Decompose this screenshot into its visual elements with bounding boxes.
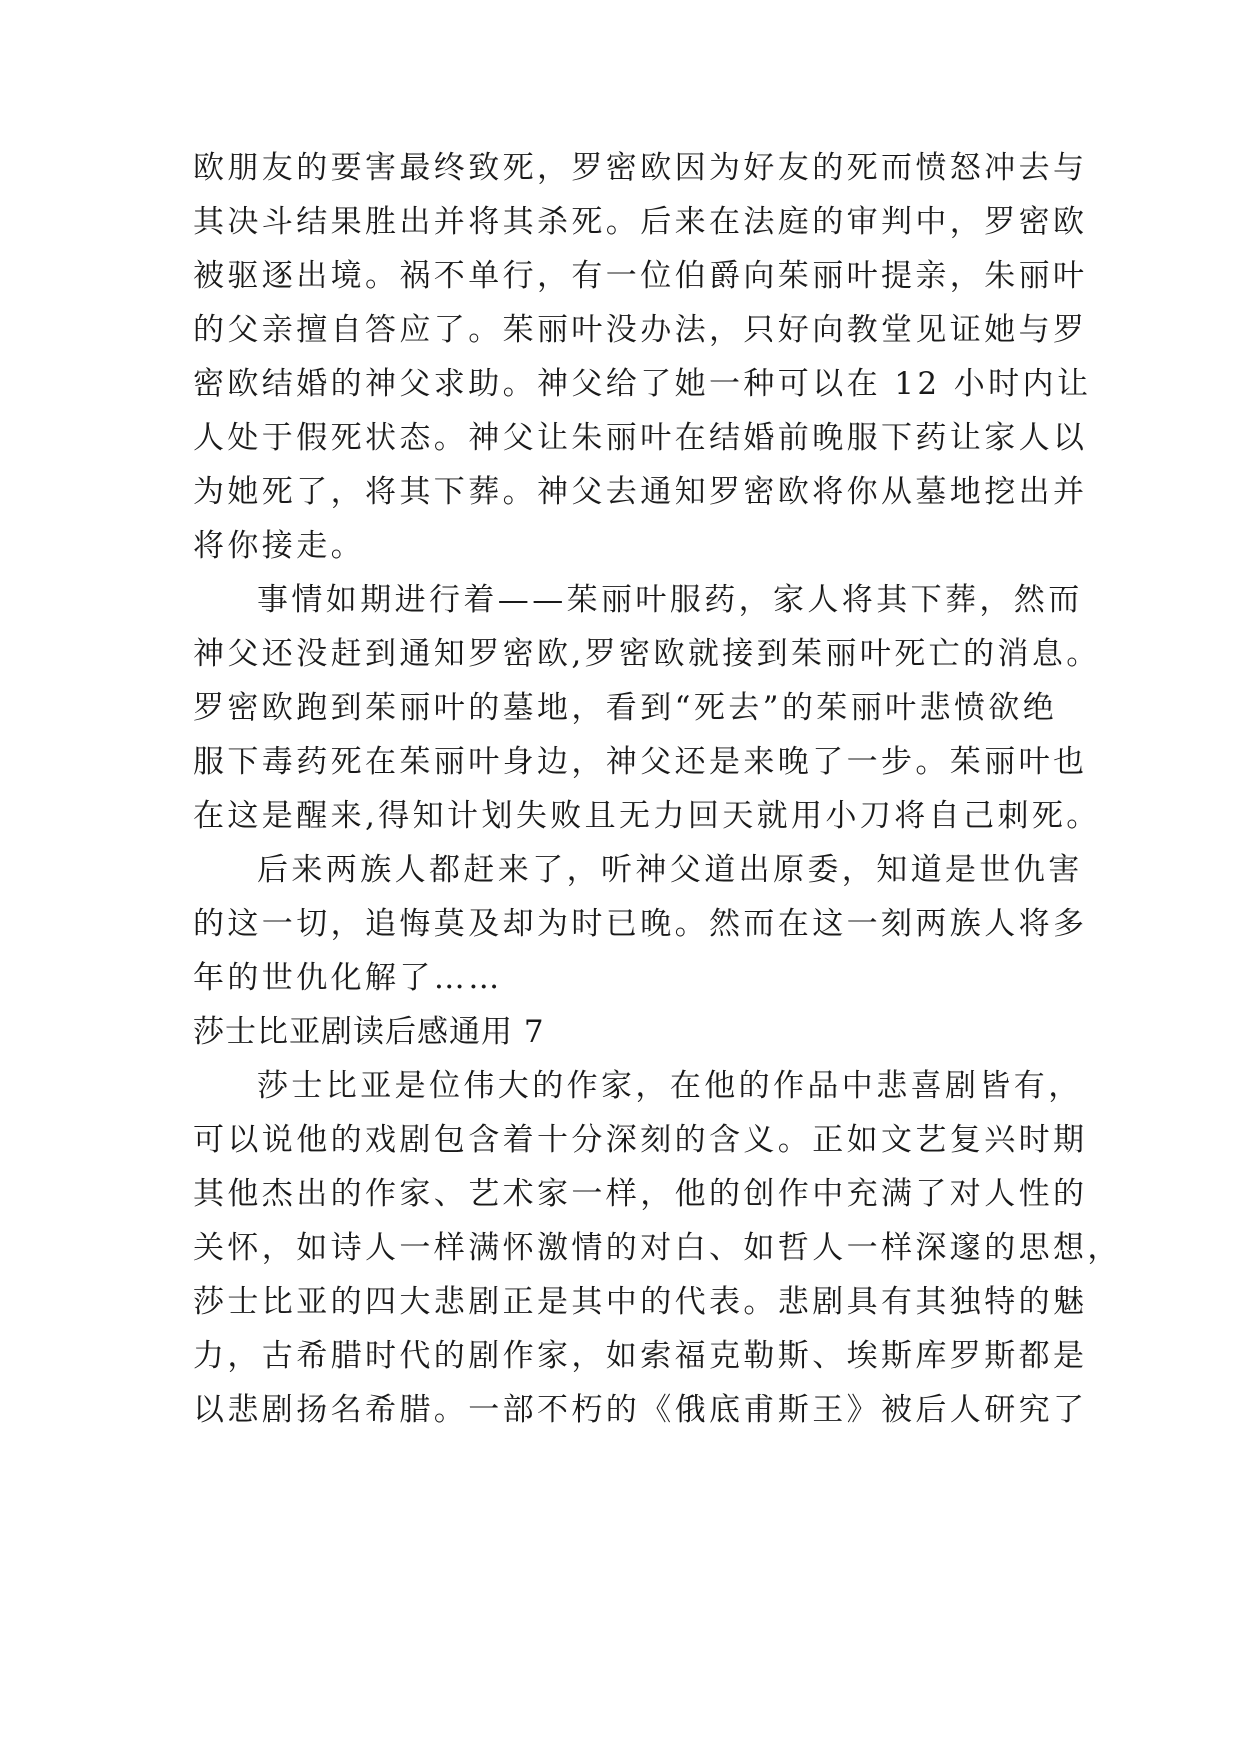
- paragraph-3-line-1: 后来两族人都赶来了，听神父道出原委，知道是世仇害: [257, 852, 1083, 888]
- paragraph-2-line-1: 事情如期进行着——茱丽叶服药，家人将其下葬，然而: [257, 582, 1083, 618]
- paragraph-3-line-2: 的这一切，追悔莫及却为时已晚。然而在这一刻两族人将多: [193, 906, 1088, 942]
- paragraph-1-line-4: 的父亲擅自答应了。茱丽叶没办法，只好向教堂见证她与罗: [193, 312, 1088, 348]
- section-heading: 莎士比亚剧读后感通用 7: [193, 1014, 545, 1050]
- paragraph-2-line-3: 罗密欧跑到茱丽叶的墓地，看到“死去”的茱丽叶悲愤欲绝: [193, 690, 1058, 726]
- paragraph-2-line-5: 在这是醒来,得知计划失败且无力回天就用小刀将自己刺死。: [193, 798, 1101, 834]
- paragraph-4-line-4: 关怀，如诗人一样满怀激情的对白、如哲人一样深邃的思想，: [193, 1230, 1122, 1266]
- paragraph-4-line-3: 其他杰出的作家、艺术家一样，他的创作中充满了对人性的: [193, 1176, 1088, 1212]
- paragraph-1-line-1: 欧朋友的要害最终致死，罗密欧因为好友的死而愤怒冲去与: [193, 150, 1088, 186]
- paragraph-2-line-2: 神父还没赶到通知罗密欧,罗密欧就接到茱丽叶死亡的消息。: [193, 636, 1101, 672]
- paragraph-1-line-7: 为她死了，将其下葬。神父去通知罗密欧将你从墓地挖出并: [193, 474, 1088, 510]
- paragraph-1-line-8: 将你接走。: [193, 528, 365, 564]
- paragraph-4-line-1: 莎士比亚是位伟大的作家，在他的作品中悲喜剧皆有，: [257, 1068, 1083, 1104]
- paragraph-1-line-6: 人处于假死状态。神父让朱丽叶在结婚前晚服下药让家人以: [193, 420, 1088, 456]
- paragraph-4-line-5: 莎士比亚的四大悲剧正是其中的代表。悲剧具有其独特的魅: [193, 1284, 1088, 1320]
- paragraph-1-line-5: 密欧结婚的神父求助。神父给了她一种可以在 12 小时内让: [193, 366, 1092, 402]
- paragraph-1-line-3: 被驱逐出境。祸不单行，有一位伯爵向茱丽叶提亲，朱丽叶: [193, 258, 1088, 294]
- paragraph-4-line-2: 可以说他的戏剧包含着十分深刻的含义。正如文艺复兴时期: [193, 1122, 1088, 1158]
- paragraph-4-line-6: 力，古希腊时代的剧作家，如索福克勒斯、埃斯库罗斯都是: [193, 1338, 1088, 1374]
- paragraph-4-line-7: 以悲剧扬名希腊。一部不朽的《俄底甫斯王》被后人研究了: [193, 1392, 1088, 1428]
- paragraph-3-line-3: 年的世仇化解了……: [193, 960, 503, 996]
- paragraph-1-line-2: 其决斗结果胜出并将其杀死。后来在法庭的审判中，罗密欧: [193, 204, 1088, 240]
- paragraph-2-line-4: 服下毒药死在茱丽叶身边，神父还是来晚了一步。茱丽叶也: [193, 744, 1088, 780]
